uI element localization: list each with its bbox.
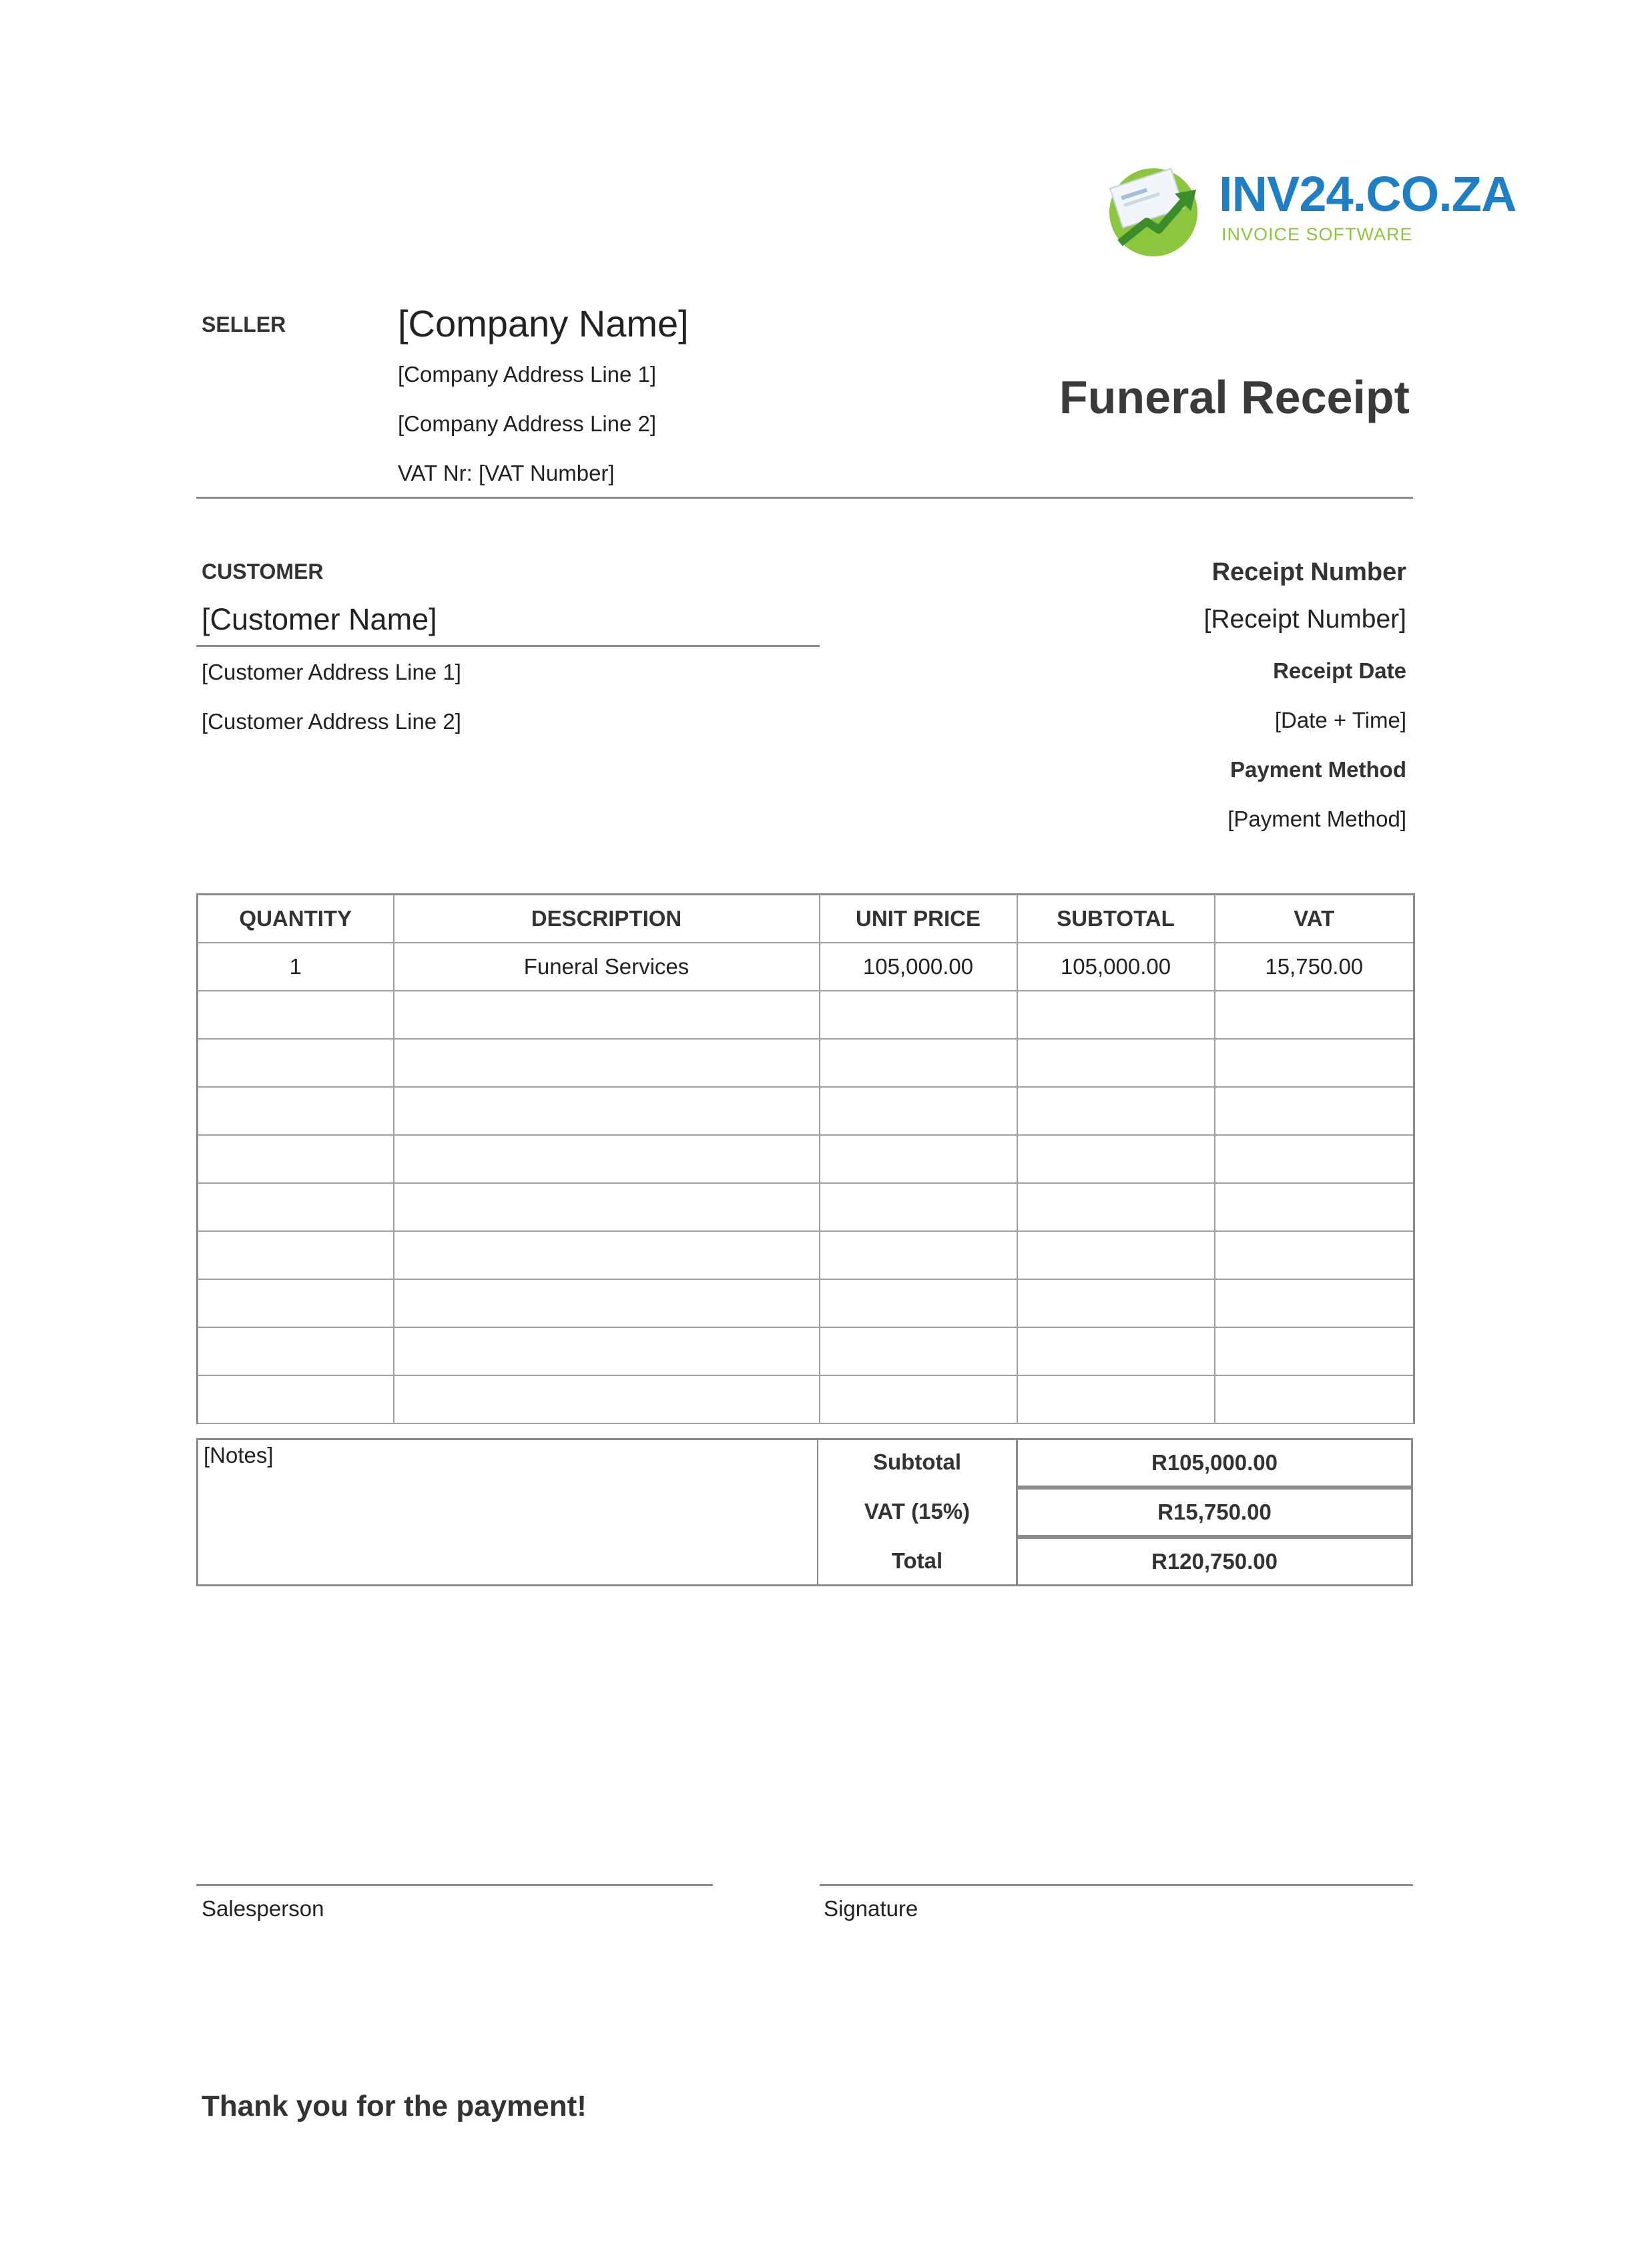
cell-description (394, 1375, 820, 1423)
header-unit-price: UNIT PRICE (820, 895, 1017, 943)
cell-unit-price (820, 991, 1017, 1039)
cell-unit-price (820, 1135, 1017, 1183)
cell-quantity: 1 (198, 943, 394, 991)
company-name: [Company Name] (398, 302, 689, 345)
cell-quantity (198, 1087, 394, 1135)
cell-description (394, 1327, 820, 1375)
cell-vat (1215, 1327, 1414, 1375)
customer-address-line-1: [Customer Address Line 1] (202, 660, 461, 684)
table-row (198, 991, 1414, 1039)
seller-label: SELLER (202, 312, 286, 336)
notes-text: [Notes] (204, 1443, 274, 1467)
header-subtotal: SUBTOTAL (1017, 895, 1215, 943)
cell-description (394, 1231, 820, 1279)
cell-subtotal (1017, 1039, 1215, 1087)
cell-vat (1215, 1039, 1414, 1087)
cell-quantity (198, 1327, 394, 1375)
cell-unit-price (820, 1183, 1017, 1231)
customer-address-line-2: [Customer Address Line 2] (202, 709, 461, 734)
company-address-line-1: [Company Address Line 1] (398, 362, 657, 387)
cell-description (394, 1279, 820, 1327)
salesperson-label: Salesperson (202, 1896, 324, 1921)
cell-subtotal (1017, 1231, 1215, 1279)
cell-quantity (198, 1279, 394, 1327)
line-items-table (196, 893, 1415, 1424)
header-divider (196, 497, 1413, 499)
payment-method-label: Payment Method (1229, 757, 1406, 782)
cell-unit-price (820, 1231, 1017, 1279)
thank-you-message: Thank you for the payment! (202, 2090, 587, 2122)
cell-quantity (198, 1183, 394, 1231)
cell-description: Funeral Services (394, 943, 820, 991)
table-row (198, 1087, 1414, 1135)
cell-description (394, 991, 820, 1039)
receipt-number: [Receipt Number] (1203, 605, 1406, 634)
cell-vat (1215, 1279, 1414, 1327)
vat-prefix: VAT Nr: (398, 461, 473, 485)
table-row (198, 1183, 1414, 1231)
cell-unit-price (820, 1327, 1017, 1375)
cell-unit-price: 105,000.00 (820, 943, 1017, 991)
cell-subtotal (1017, 1087, 1215, 1135)
cell-description (394, 1087, 820, 1135)
vat-number: [VAT Number] (479, 461, 615, 485)
company-address-line-2: [Company Address Line 2] (398, 411, 657, 436)
table-row (198, 943, 1414, 991)
cell-unit-price (820, 1375, 1017, 1423)
cell-subtotal (1017, 991, 1215, 1039)
grand-total-value: R120,750.00 (1016, 1537, 1413, 1586)
table-row (198, 1135, 1414, 1183)
totals-labels (818, 1438, 1016, 1586)
cell-description (394, 1183, 820, 1231)
cell-vat (1215, 1375, 1414, 1423)
cell-subtotal (1017, 1327, 1215, 1375)
cell-unit-price (820, 1279, 1017, 1327)
customer-name: [Customer Name] (202, 602, 437, 636)
subtotal-value: R105,000.00 (1016, 1438, 1413, 1488)
cell-vat: 15,750.00 (1215, 943, 1414, 991)
customer-label: CUSTOMER (202, 559, 324, 584)
receipt-date: [Date + Time] (1274, 708, 1406, 732)
table-row (198, 1279, 1414, 1327)
cell-quantity (198, 1231, 394, 1279)
receipt-number-label: Receipt Number (1211, 558, 1406, 586)
notes-box (196, 1438, 818, 1586)
receipt-date-label: Receipt Date (1273, 658, 1406, 683)
cell-subtotal: 105,000.00 (1017, 943, 1215, 991)
logo-mark-icon (1100, 158, 1220, 258)
document-title: Funeral Receipt (1059, 371, 1410, 423)
cell-subtotal (1017, 1183, 1215, 1231)
vat-total-value: R15,750.00 (1016, 1488, 1413, 1537)
cell-subtotal (1017, 1375, 1215, 1423)
cell-unit-price (820, 1087, 1017, 1135)
header-vat: VAT (1215, 895, 1414, 943)
cell-quantity (198, 991, 394, 1039)
vat-number-line (398, 461, 615, 486)
table-header-row (198, 895, 1414, 943)
cell-quantity (198, 1135, 394, 1183)
signature-label: Signature (824, 1896, 918, 1921)
header-description: DESCRIPTION (394, 895, 820, 943)
vat-total-label: VAT (15%) (864, 1499, 971, 1524)
logo-brand-text: INV24.CO.ZA (1219, 166, 1517, 222)
cell-quantity (198, 1375, 394, 1423)
cell-unit-price (820, 1039, 1017, 1087)
signature-line (820, 1884, 1413, 1886)
table-row (198, 1039, 1414, 1087)
table-row (198, 1231, 1414, 1279)
cell-subtotal (1017, 1135, 1215, 1183)
cell-description (394, 1135, 820, 1183)
table-row (198, 1327, 1414, 1375)
payment-method: [Payment Method] (1227, 807, 1406, 831)
customer-name-underline (196, 645, 820, 647)
cell-vat (1215, 1231, 1414, 1279)
cell-vat (1215, 1183, 1414, 1231)
logo-tagline: INVOICE SOFTWARE (1221, 224, 1413, 244)
totals-values (1016, 1438, 1413, 1586)
salesperson-line (196, 1884, 713, 1886)
grand-total-label: Total (891, 1548, 943, 1573)
cell-vat (1215, 1135, 1414, 1183)
cell-vat (1215, 1087, 1414, 1135)
header-quantity: QUANTITY (198, 895, 394, 943)
cell-vat (1215, 991, 1414, 1039)
cell-subtotal (1017, 1279, 1215, 1327)
subtotal-label: Subtotal (873, 1449, 961, 1474)
cell-description (394, 1039, 820, 1087)
cell-quantity (198, 1039, 394, 1087)
table-row (198, 1375, 1414, 1423)
